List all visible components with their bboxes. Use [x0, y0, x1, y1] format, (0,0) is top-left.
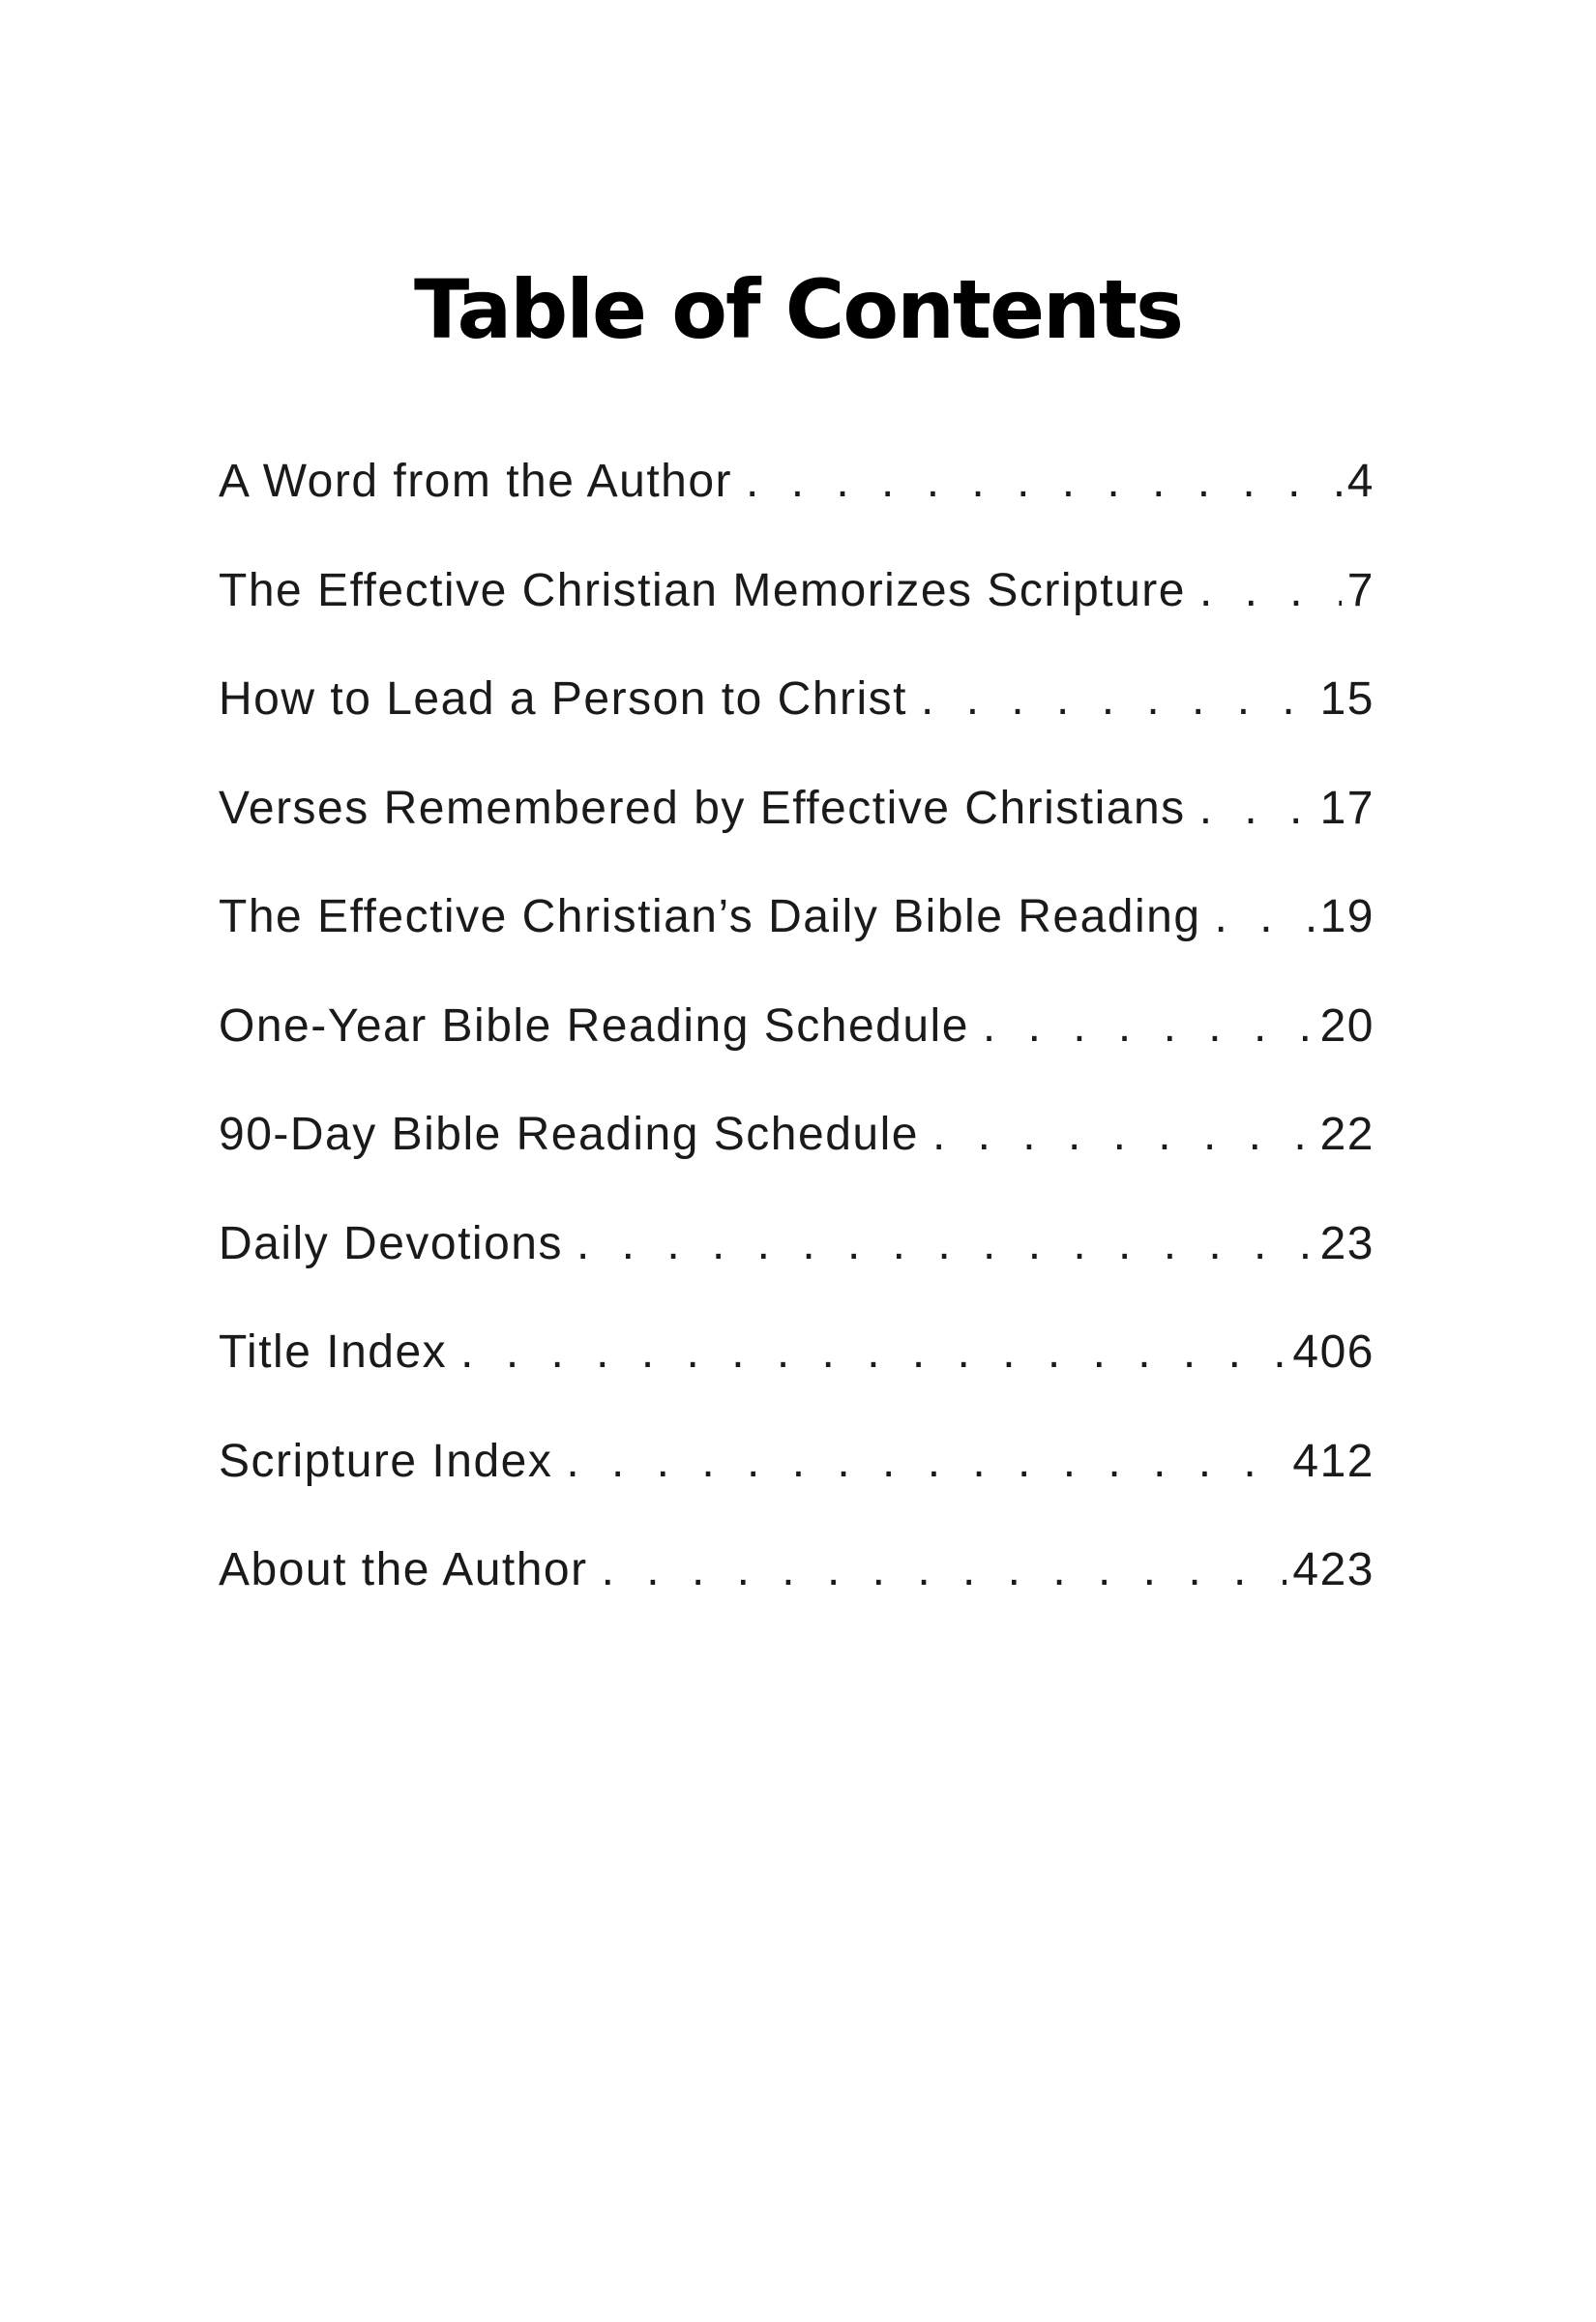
- toc-entry: [219, 672, 1374, 782]
- toc-entry-page: 4: [1346, 456, 1374, 507]
- dot-leader: [566, 1435, 1286, 1488]
- toc-entry-label: The Effective Christian Memorizes Scripture: [219, 564, 1186, 616]
- toc-entry-page: 7: [1346, 564, 1374, 616]
- dot-leader: [746, 455, 1342, 508]
- dot-leader: [602, 1543, 1287, 1596]
- toc-entry-page: 20: [1319, 999, 1374, 1052]
- toc-entry-page: 19: [1319, 891, 1374, 942]
- toc-entry-label: The Effective Christian’s Daily Bible Reading: [219, 891, 1201, 942]
- toc-entry-page: 406: [1292, 1326, 1374, 1378]
- toc-entry-label: Verses Remembered by Effective Christians: [219, 782, 1186, 834]
- toc-entry-label: Title Index: [219, 1326, 448, 1378]
- toc-entry-page: 17: [1319, 782, 1374, 834]
- toc-list: [219, 455, 1374, 1652]
- toc-entry-label: One-Year Bible Reading Schedule: [219, 999, 969, 1052]
- dot-leader: [460, 1325, 1286, 1379]
- toc-entry-label: A Word from the Author: [219, 456, 733, 507]
- toc-entry-page: 23: [1319, 1217, 1374, 1269]
- toc-entry: [219, 564, 1374, 673]
- toc-entry: [219, 1217, 1374, 1326]
- toc-entry-label: Scripture Index: [219, 1435, 553, 1487]
- toc-entry-page: 22: [1319, 1109, 1374, 1160]
- toc-entry: [219, 455, 1374, 564]
- dot-leader: [921, 672, 1315, 726]
- page-title: Table of Contents: [413, 262, 1183, 357]
- toc-entry-page: 412: [1292, 1435, 1374, 1487]
- toc-entry: [219, 1108, 1374, 1217]
- dot-leader: [932, 1108, 1315, 1161]
- toc-entry: [219, 1325, 1374, 1435]
- toc-entry-label: About the Author: [219, 1544, 588, 1595]
- dot-leader: [1215, 890, 1315, 943]
- dot-leader: [983, 999, 1315, 1053]
- toc-entry: [219, 890, 1374, 999]
- toc-entry-page: 15: [1319, 673, 1374, 725]
- toc-entry: [219, 1435, 1374, 1544]
- dot-leader: [1199, 782, 1315, 835]
- toc-entry-label: Daily Devotions: [219, 1217, 563, 1269]
- toc-entry-page: 423: [1292, 1544, 1374, 1595]
- dot-leader: [576, 1217, 1315, 1270]
- dot-leader: [1199, 564, 1342, 617]
- toc-entry: [219, 782, 1374, 891]
- toc-entry: [219, 1543, 1374, 1652]
- toc-entry-label: 90-Day Bible Reading Schedule: [219, 1109, 919, 1160]
- toc-entry-label: How to Lead a Person to Christ: [219, 673, 908, 725]
- toc-entry: [219, 999, 1374, 1109]
